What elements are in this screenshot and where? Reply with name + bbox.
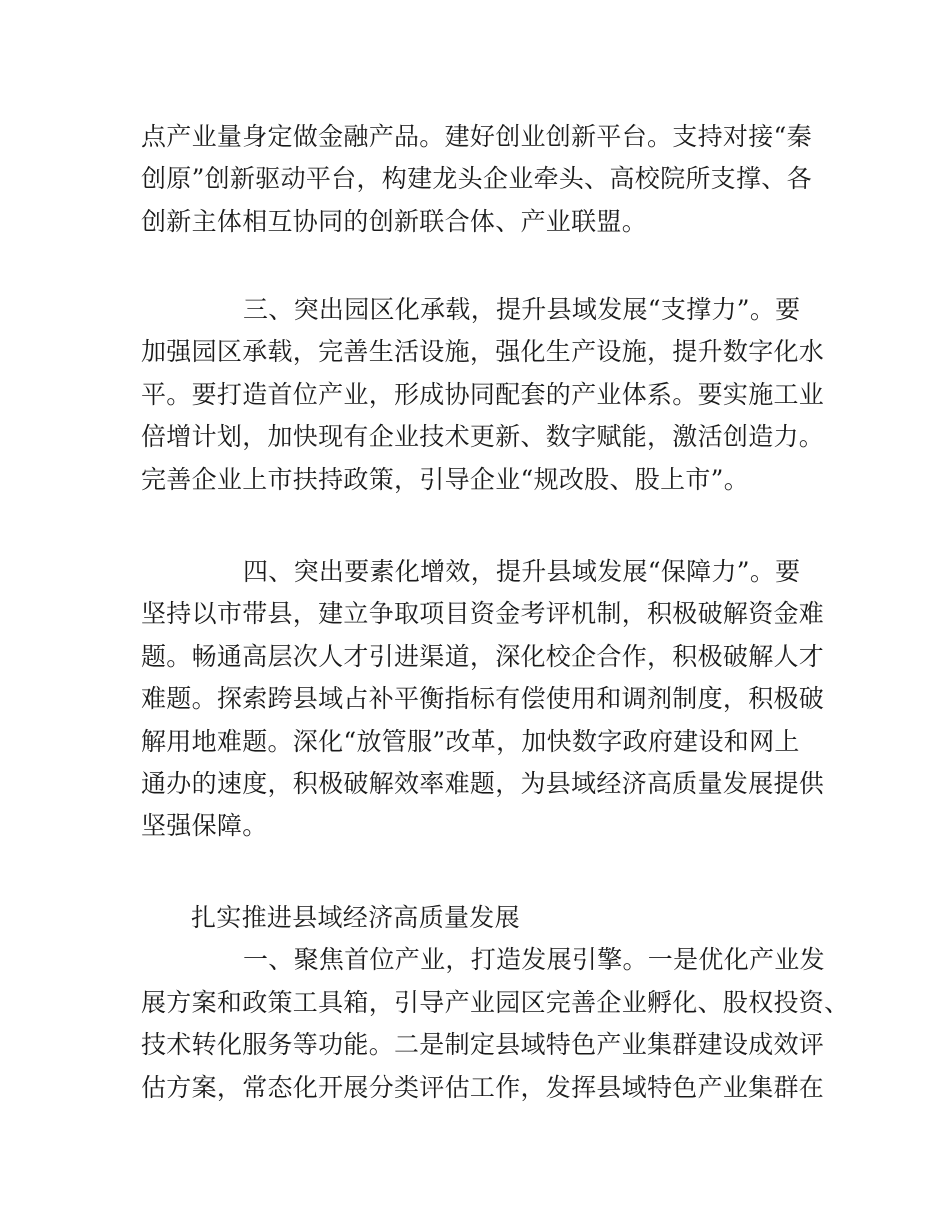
text-line: 解用地难题。深化“放管服”改革，加快数字政府建设和网上 <box>141 726 800 756</box>
text-line: 创原”创新驱动平台，构建龙头企业牵头、高校院所支撑、各 <box>141 164 812 194</box>
text-line: 估方案，常态化开展分类评估工作，发挥县域特色产业集群在 <box>141 1072 825 1102</box>
text-line: 通办的速度，积极破解效率难题，为县域经济高质量发展提供 <box>141 768 825 798</box>
text-line: 坚持以市带县，建立争取项目资金考评机制，积极破解资金难 <box>141 599 825 629</box>
text-line: 创新主体相互协同的创新联合体、产业联盟。 <box>141 206 648 236</box>
text-line: 题。畅通高层次人才引进渠道，深化校企合作，积极破解人才 <box>141 641 825 671</box>
text-line: 展方案和政策工具箱，引导产业园区完善企业孵化、股权投资、 <box>141 987 850 1017</box>
text-line: 完善企业上市扶持政策，引导企业“规改股、股上市”。 <box>141 464 750 494</box>
text-line: 难题。探索跨县域占补平衡指标有偿使用和调剂制度，积极破 <box>141 684 825 714</box>
text-line: 技术转化服务等功能。二是制定县域特色产业集群建设成效评 <box>141 1030 825 1060</box>
text-line: 四、突出要素化增效，提升县域发展“保障力”。要 <box>243 557 801 586</box>
text-line: 加强园区承载，完善生活设施，强化生产设施，提升数字化水 <box>141 337 825 367</box>
text-line: 坚强保障。 <box>141 811 268 841</box>
text-line: 三、突出园区化承载，提升县域发展“支撑力”。要 <box>243 295 801 324</box>
text-line: 点产业量身定做金融产品。建好创业创新平台。支持对接“秦 <box>141 122 812 151</box>
text-line: 平。要打造首位产业，形成协同配套的产业体系。要实施工业 <box>141 379 825 409</box>
paragraph-continuation <box>141 116 813 243</box>
paragraph-section-four <box>141 551 825 848</box>
text-line: 倍增计划，加快现有企业技术更新、数字赋能，激活创造力。 <box>141 422 825 452</box>
text-line: 一、聚焦首位产业，打造发展引擎。一是优化产业发 <box>243 945 825 975</box>
section-heading-and-paragraph <box>141 897 850 1109</box>
section-heading: 扎实推进县域经济高质量发展 <box>191 903 520 932</box>
paragraph-section-three <box>141 289 825 501</box>
